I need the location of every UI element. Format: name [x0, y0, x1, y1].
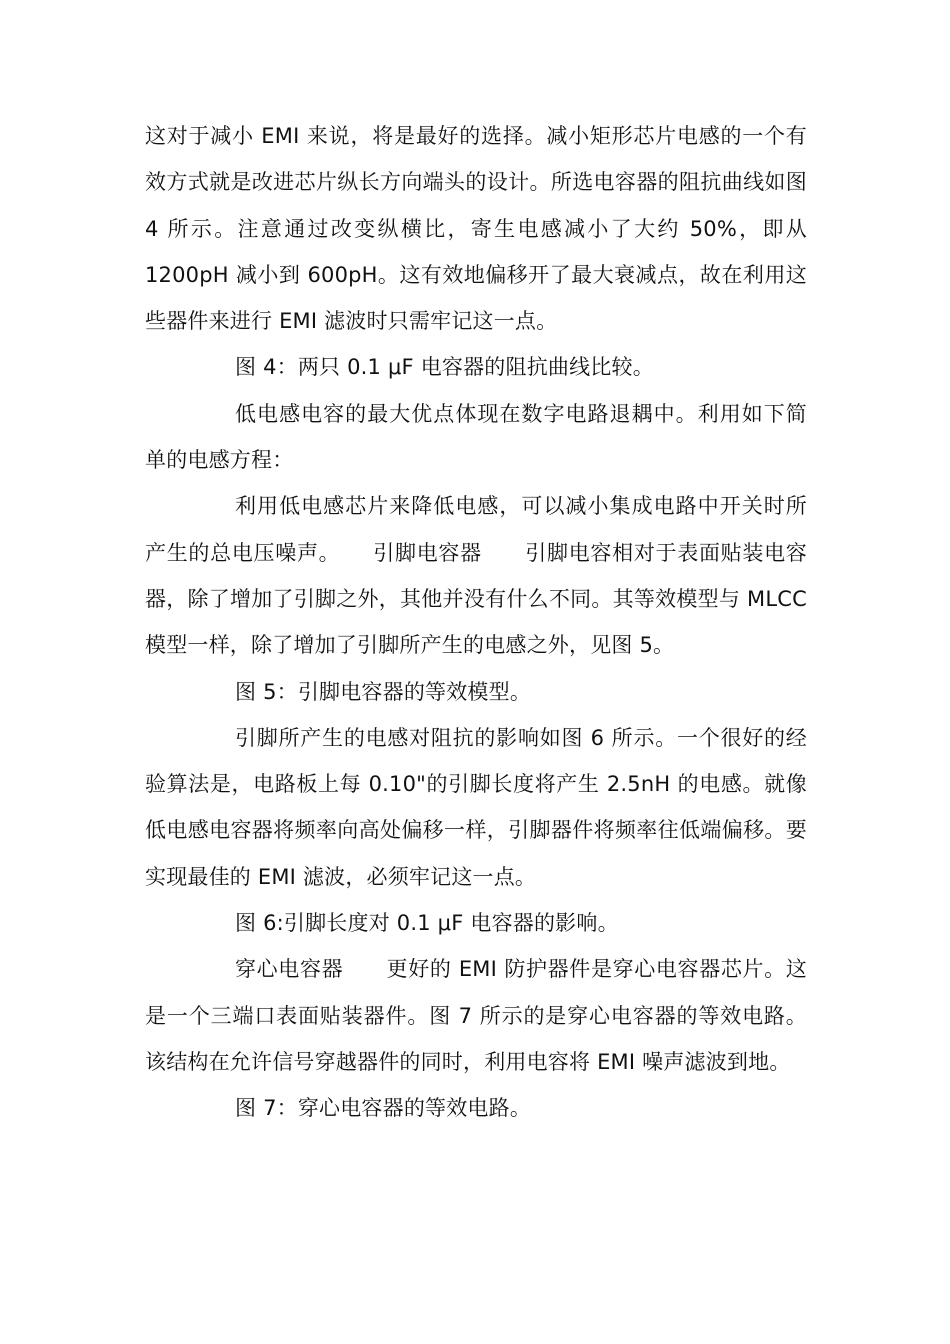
paragraph-lead-inductance: 引脚所产生的电感对阻抗的影响如图 6 所示。一个很好的经验算法是，电路板上每 0.10"的引脚长度将产生 2.5nH 的电感。就像低电感电容器将频率向高处偏移一样，引脚器件将频率往低端偏移。要实现最佳的 EMI 滤波，必须牢记这一点。 — [145, 725, 807, 889]
figure-5-caption: 图 5：引脚电容器的等效模型。 — [235, 679, 532, 704]
paragraph-leaded-capacitor: 利用低电感芯片来降低电感，可以减小集成电路中开关时所产生的总电压噪声。 引脚电容器 引脚电容相对于表面贴装电容器，除了增加了引脚之外，其他并没有什么不同。其等效模型与 MLCC 模型一样，除了增加了引脚所产生的电感之外，见图 5。 — [145, 494, 807, 658]
paragraph-low-inductance: 低电感电容的最大优点体现在数字电路退耦中。利用如下简单的电感方程： — [145, 401, 807, 473]
figure-4-caption: 图 4：两只 0.1 μF 电容器的阻抗曲线比较。 — [235, 355, 654, 380]
document-body — [145, 113, 807, 1132]
paragraph-feedthrough-capacitor: 穿心电容器 更好的 EMI 防护器件是穿心电容器芯片。这是一个三端口表面贴装器件。图 7 所示的是穿心电容器的等效电路。该结构在允许信号穿越器件的同时，利用电容将 EMI 噪声滤波到地。 — [145, 957, 807, 1074]
figure-6-caption: 图 6:引脚长度对 0.1 μF 电容器的影响。 — [235, 911, 619, 936]
figure-7-caption: 图 7：穿心电容器的等效电路。 — [235, 1096, 532, 1121]
paragraph-emi-intro: 这对于减小 EMI 来说，将是最好的选择。减小矩形芯片电感的一个有效方式就是改进芯片纵长方向端头的设计。所选电容器的阻抗曲线如图 4 所示。注意通过改变纵横比，寄生电感减小了大约 50%，即从 1200pH 减小到 600pH。这有效地偏移开了最大衰减点，故在利用这些器件来进行 EMI 滤波时只需牢记这一点。 — [145, 124, 807, 334]
